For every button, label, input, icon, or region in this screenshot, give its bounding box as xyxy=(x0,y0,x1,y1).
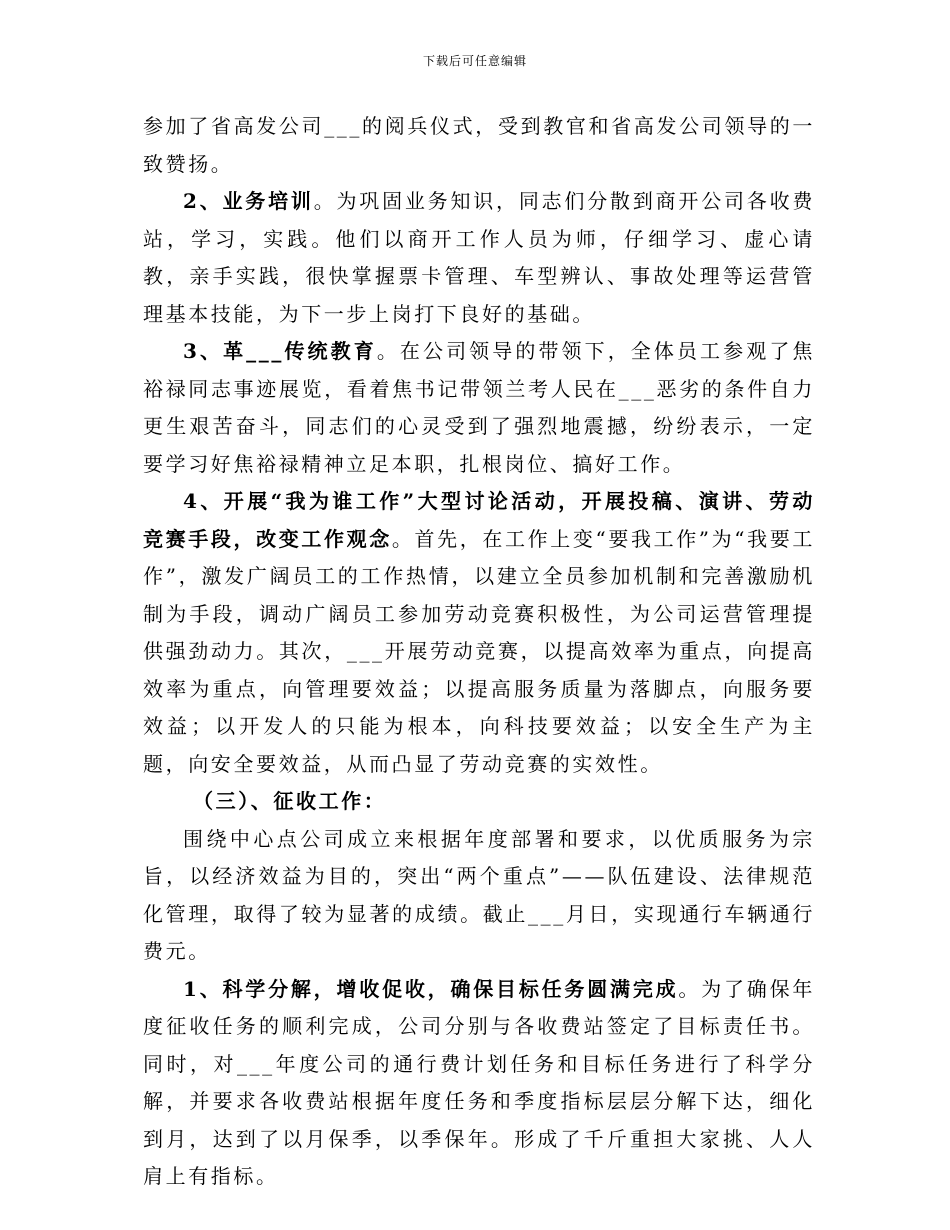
document-body xyxy=(143,108,815,1196)
section-heading-text: （三）、征收工作： xyxy=(193,789,387,813)
paragraph-text: 。为了确保年度征收任务的顺利完成，公司分别与各收费站签定了目标责任书。同时，对___年度公司的通行费计划任务和目标任务进行了科学分解，并要求各收费站根据年度任务和季度指标层层分解下达，细化到月，达到了以月保季，以季保年。形成了千斤重担大家挑、人人肩上有指标。 xyxy=(143,976,815,1188)
paragraph-text: 。为巩固业务知识，同志们分散到商开公司各收费站，学习，实践。他们以商开工作人员为师，仔细学习、虚心请教，亲手实践，很快掌握票卡管理、车型辨认、事故处理等运营管理基本技能，为下一步上岗打下良好的基础。 xyxy=(143,189,815,326)
header-note: 下载后可任意编辑 xyxy=(422,54,527,68)
paragraph-3 xyxy=(143,333,815,483)
paragraph-lead: 1、科学分解，增收促收，确保目标任务圆满完成 xyxy=(183,976,679,1001)
paragraph-lead: 3、革___传统教育 xyxy=(183,339,377,363)
paragraph-lead: 2、业务培训 xyxy=(183,189,314,213)
paragraph-text: 。在公司领导的带领下，全体员工参观了焦裕禄同志事迹展览，看着焦书记带领兰考人民在___恶劣的条件自力更生艰苦奋斗，同志们的心灵受到了强烈地震撼，纷纷表示，一定要学习好焦裕禄精神立足本职，扎根岗位、搞好工作。 xyxy=(143,339,816,476)
paragraph-text: 参加了省高发公司___的阅兵仪式，受到教官和省高发公司领导的一致赞扬。 xyxy=(143,114,815,176)
paragraph-1 xyxy=(143,108,815,183)
paragraph-text: 。首先，在工作上变“要我工作”为“我要工作”，激发广阔员工的工作热情，以建立全员参加机制和完善激励机制为手段，调动广阔员工参加劳动竞赛积极性，为公司运营管理提供强劲动力。其次，___开展劳动竞赛，以提高效率为重点，向提高效率为重点，向管理要效益；以提高服务质量为落脚点，向服务要效益；以开发人的只能为根本，向科技要效益；以安全生产为主题，向安全要效益，从而凸显了劳动竞赛的实效性。 xyxy=(143,526,815,776)
paragraph-4 xyxy=(143,483,815,783)
paragraph-lead: 4、开展“我为谁工作”大型讨论活动，开展投稿、演讲、劳动竞赛手段，改变工作观念 xyxy=(143,489,815,551)
paragraph-5 xyxy=(143,821,815,971)
section-heading xyxy=(143,783,815,821)
paragraph-2 xyxy=(143,183,815,333)
paragraph-6 xyxy=(143,971,815,1196)
paragraph-text: 围绕中心点公司成立来根据年度部署和要求，以优质服务为宗旨，以经济效益为目的，突出“两个重点”——队伍建设、法律规范化管理，取得了较为显著的成绩。截止___月日，实现通行车辆通行费元。 xyxy=(143,826,815,963)
